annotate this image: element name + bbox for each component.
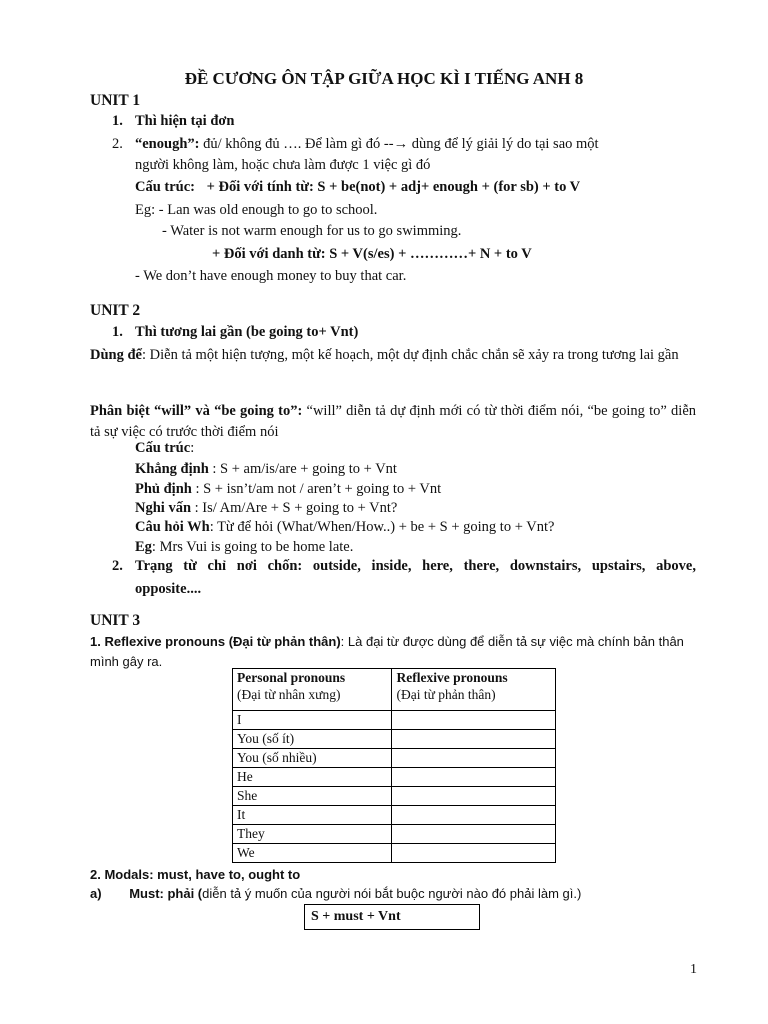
unit2-item1-text: Thì tương lai gần (be going to+ Vnt) [135,324,359,340]
pronoun-table [232,668,556,863]
unit2-heading: UNIT 2 [90,302,141,319]
table-cell-personal: We [233,844,392,863]
structure-label: Cấu trúc: [135,179,196,195]
table-row [233,749,556,768]
wh-question-formula: : Từ để hỏi (What/When/How..) + be + S + going to + Vnt? [209,519,555,535]
unit1-item2-number: 2. [112,136,123,152]
document-title: ĐỀ CƯƠNG ÔN TẬP GIỮA HỌC KÌ I TIẾNG ANH 8 [184,69,584,88]
unit1-heading: UNIT 1 [90,92,141,109]
unit1-example3: - We don’t have enough money to buy that car. [135,268,407,284]
will-vs-going-to-label: Phân biệt “will” và “be going to”: [90,403,303,419]
example-text: : Mrs Vui is going to be home late. [151,539,354,555]
negative-formula: : S + isn’t/am not / aren’t + going to + Vnt [191,481,442,497]
unit1-item2-line1 [135,135,599,153]
col-header-personal-sub: (Đại từ nhân xưng) [237,687,341,702]
col-header-reflexive-sub: (Đại từ phản thân) [396,687,496,702]
unit1-item1-number: 1. [112,113,123,129]
affirmative-label: Khẳng định [135,461,209,477]
table-row [233,825,556,844]
unit2-interrogative [135,499,397,517]
unit3-heading: UNIT 3 [90,612,141,629]
table-cell-reflexive-blank [392,844,556,863]
modals-heading: 2. Modals: must, have to, ought to [90,867,301,882]
table-row [233,787,556,806]
table-cell-personal: They [233,825,392,844]
unit1-example1: Eg: - Lan was old enough to go to school. [135,202,378,218]
unit1-structure-adj [135,178,580,196]
reflexive-label: 1. Reflexive pronouns (Đại từ phản thân) [90,634,341,649]
modal-a-line [90,885,581,903]
affirmative-formula: : S + am/is/are + going to + Vnt [208,461,397,477]
page-number: 1 [690,962,697,977]
unit2-structure-heading [135,439,194,457]
unit2-negative [135,480,441,498]
table-cell-reflexive-blank [392,768,556,787]
purpose-text: : Diễn tả một hiện tượng, một kế hoạch, một dự định chắc chắn sẽ xảy ra trong tương lai gần [141,347,679,363]
unit1-item2-line2: người không làm, hoặc chưa làm được 1 việc gì đó [135,157,431,173]
unit2-item2-line2: opposite.... [135,581,202,597]
structure-label-2: Cấu trúc [135,440,191,456]
table-cell-personal: I [233,711,392,730]
table-row [233,768,556,787]
table-header-row [233,669,556,711]
negative-label: Phủ định [135,481,192,497]
interrogative-formula: : Is/ Am/Are + S + going to + Vnt? [191,500,398,516]
table-cell-reflexive-blank [392,730,556,749]
structure-adj-formula: + Đối với tính từ: S + be(not) + adj+ enough + (for sb) + to V [206,179,581,195]
unit1-example2: - Water is not warm enough for us to go swimming. [162,223,462,239]
table-cell-reflexive-blank [392,806,556,825]
unit2-wh-question [135,518,554,536]
unit1-item1-text: Thì hiện tại đơn [135,113,235,129]
unit2-item2-number: 2. [112,558,123,574]
example-label: Eg [135,539,152,555]
table-cell-reflexive-blank [392,749,556,768]
must-label: Must: phải ( [129,886,203,901]
unit1-structure-noun: + Đối với danh từ: S + V(s/es) + …………+ N + to V [212,246,532,262]
must-formula-box: S + must + Vnt [304,904,480,930]
col-header-reflexive [392,669,556,711]
unit2-will-vs-going-to [90,401,696,443]
unit2-affirmative [135,460,397,478]
unit2-item2-line1: Trạng từ chỉ nơi chốn: outside, inside, here, there, downstairs, upstairs, above, [135,558,696,574]
col-header-personal-title: Personal pronouns [237,670,346,685]
unit2-item1-number: 1. [112,324,123,340]
unit2-example [135,538,353,556]
table-cell-personal: You (số nhiều) [233,749,392,768]
unit2-purpose [90,345,696,366]
table-cell-personal: You (số ít) [233,730,392,749]
table-row [233,730,556,749]
table-cell-reflexive-blank [392,787,556,806]
wh-question-label: Câu hỏi Wh [135,519,210,535]
purpose-label: Dùng để [90,347,142,363]
table-row [233,806,556,825]
enough-definition: đủ/ không đủ …. Để làm gì đó --→ dùng để lý giải lý do tại sao một [203,136,599,152]
will-vs-going-to-text: “will” diễn tả dự định mới có từ thời điểm nói, “be going to” diễn tả sự việc có trước thời điểm nói [90,403,696,440]
interrogative-label: Nghi vấn [135,500,192,516]
col-header-personal [233,669,392,711]
table-cell-personal: It [233,806,392,825]
table-cell-personal: He [233,768,392,787]
must-description: diễn tả ý muốn của người nói bắt buộc người nào đó phải làm gì.) [202,886,582,901]
reflexive-text: : Là đại từ được dùng để diễn tả sự việc mà chính bản thân mình gây ra. [90,634,684,669]
table-row [233,711,556,730]
table-cell-reflexive-blank [392,825,556,844]
enough-term: “enough”: [135,136,200,152]
col-header-reflexive-title: Reflexive pronouns [396,670,508,685]
table-row [233,844,556,863]
table-cell-personal: She [233,787,392,806]
table-cell-reflexive-blank [392,711,556,730]
structure-colon: : [190,440,195,456]
item-a-label: a) [90,886,102,901]
unit3-reflexive-intro [90,632,696,672]
